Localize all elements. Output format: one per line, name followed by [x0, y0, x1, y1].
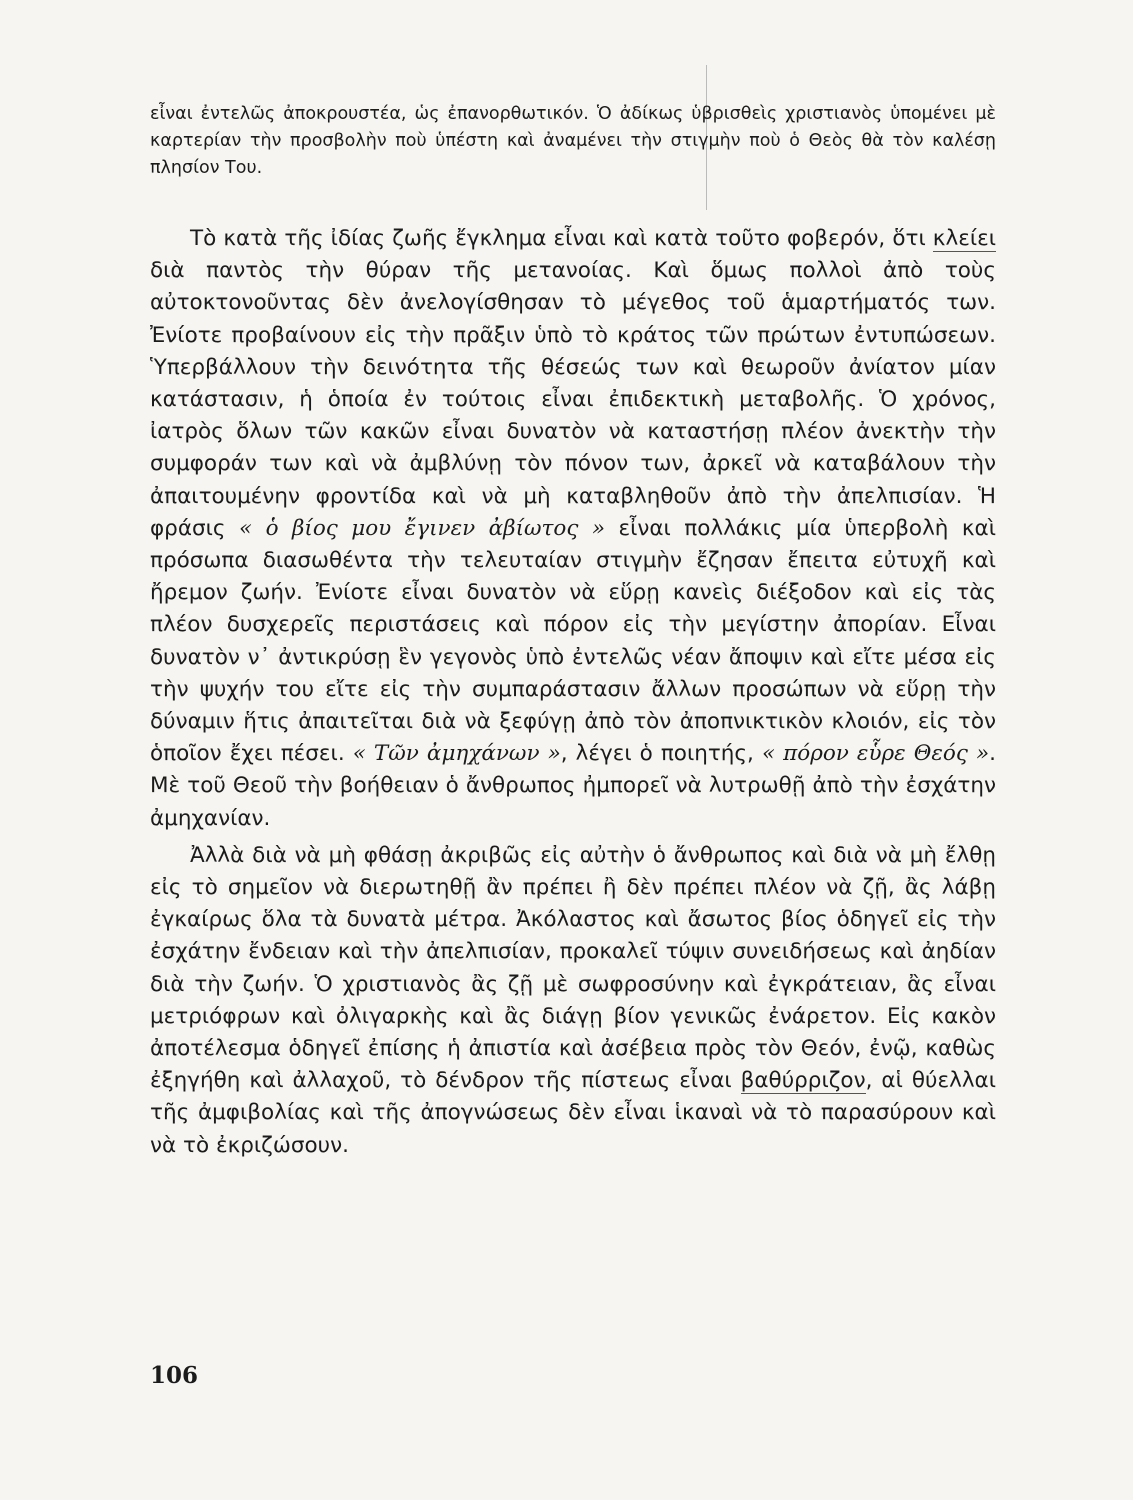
p2-underlined-word: βαθύρριζον	[740, 1068, 866, 1094]
p1-text-c: διὰ παντὸς τὴν θύραν τῆς μετανοίας. Καὶ ὅμως πολλοὶ ἀπὸ τοὺς αὐτοκτονοῦντας δὲν ἀνελογίσθησαν τὸ μέγεθος τοῦ ἁμαρτήματός των. Ἐνίοτε προβαίνουν εἰς τὴν πρᾶξιν ὑπὸ τὸ κράτος τῶν πρώτων ἐντυπώσεων. Ὑπερβάλλουν τὴν δεινότητα τῆς θέσεώς των καὶ θεωροῦν ἀνίατον μίαν κατάστασιν, ἡ ὁποία ἐν τούτοις εἶναι ἐπιδεκτικὴ μεταβολῆς. Ὁ χρόνος, ἰατρὸς ὅλων τῶν κακῶν εἶναι δυνατὸν νὰ καταστήσῃ πλέον ἀνεκτὴν τὴν συμφοράν των καὶ νὰ ἀμβλύνῃ τὸν πόνον των, ἀρκεῖ νὰ καταβάλουν τὴν ἀπαιτουμένην φροντίδα καὶ νὰ μὴ καταβληθοῦν ἀπὸ τὴν ἀπελπισίαν. Ἡ φράσις	[150, 258, 996, 541]
p1-text-e: , λέγει ὁ ποιητής,	[560, 741, 762, 767]
intro-paragraph: εἶναι ἐντελῶς ἀποκρουστέα, ὡς ἐπανορθωτικόν. Ὁ ἀδίκως ὑβρισθεὶς χριστιανὸς ὑπομένει μὲ καρτερίαν τὴν προσβολὴν ποὺ ὑπέστη καὶ ἀναμένει τὴν στιγμὴν ποὺ ὁ Θεὸς θὰ τὸν καλέσῃ πλησίον Του.	[150, 104, 996, 178]
paragraph-2	[150, 840, 996, 1162]
paragraph-1	[150, 223, 996, 835]
body-text	[150, 223, 996, 1162]
page-number: 106	[150, 1362, 199, 1389]
p2-text-a: Ἀλλὰ διὰ νὰ μὴ φθάσῃ ἀκριβῶς εἰς αὐτὴν ὁ ἄνθρωπος καὶ διὰ νὰ μὴ ἔλθῃ εἰς τὸ σημεῖον νὰ διερωτηθῇ ἂν πρέπει ἢ δὲν πρέπει πλέον νὰ ζῇ, ἂς λάβῃ ἐγκαίρως ὅλα τὰ δυνατὰ μέτρα. Ἀκόλαστος καὶ ἄσωτος βίος ὁδηγεῖ εἰς τὴν ἐσχάτην ἔνδειαν καὶ τὴν ἀπελπισίαν, προκαλεῖ τύψιν συνειδήσεως καὶ ἀηδίαν διὰ τὴν ζωήν. Ὁ χριστιανὸς ἂς ζῇ μὲ σωφροσύνην καὶ ἐγκράτειαν, ἂς εἶναι μετριόφρων καὶ ὀλιγαρκὴς καὶ ἂς διάγῃ βίον γενικῶς ἐνάρετον. Εἰς κακὸν ἀποτέλεσμα ὁδηγεῖ ἐπίσης ἡ ἀπιστία καὶ ἀσέβεια πρὸς τὸν Θεόν, ἐνῷ, καθὼς ἐξηγήθη καὶ ἀλλαχοῦ, τὸ δένδρον τῆς πίστεως εἶναι	[150, 842, 996, 1094]
p1-text-d: εἶναι πολλάκις μία ὑπερβολὴ καὶ πρόσωπα διασωθέντα τὴν τελευταίαν στιγμὴν ἔζησαν ἔπειτα εὐτυχῆ καὶ ἤρεμον ζωήν. Ἐνίοτε εἶναι δυνατὸν νὰ εὕρῃ κανεὶς διέξοδον καὶ εἰς τὰς πλέον δυσχερεῖς περιστάσεις καὶ πόρον εἰς τὴν μεγίστην ἀπορίαν. Εἶναι δυνατὸν ν᾽ ἀντικρύσῃ ἓν γεγονὸς ὑπὸ ἐντελῶς νέαν ἄποψιν καὶ εἴτε μέσα εἰς τὴν ψυχήν του εἴτε εἰς τὴν συμπαράστασιν ἄλλων προσώπων νὰ εὕρῃ τὴν δύναμιν ἥτις ἀπαιτεῖται διὰ νὰ ξεφύγῃ ἀπὸ τὸν ἀποπνικτικὸν κλοιόν, εἰς τὸν ὁποῖον ἔχει πέσει.	[150, 515, 996, 767]
p1-underlined-word: κλείει	[932, 226, 996, 251]
p1-quote-2: « Τῶν ἀμηχάνων »	[352, 741, 561, 767]
p1-quote-1: « ὁ βίος μου ἔγινεν ἀβίωτος »	[238, 515, 606, 541]
p1-quote-3: « πόρον εὗρε Θεός »	[761, 741, 990, 767]
p1-text-f: . Μὲ τοῦ Θεοῦ τὴν βοήθειαν ὁ ἄνθρωπος ἠμπορεῖ νὰ λυτρωθῇ ἀπὸ τὴν ἐσχάτην ἀμηχανίαν.	[150, 741, 996, 831]
p2-text-c: , αἱ θύελλαι τῆς ἀμφιβολίας καὶ τῆς ἀπογνώσεως δὲν εἶναι ἱκαναὶ νὰ τὸ παρασύρουν καὶ νὰ τὸ ἐκριζώσουν.	[150, 1068, 996, 1158]
p1-text-a: Τὸ κατὰ τῆς ἰδίας ζωῆς ἔγκλημα εἶναι καὶ κατὰ τοῦτο φοβερόν, ὅτι	[190, 226, 933, 251]
